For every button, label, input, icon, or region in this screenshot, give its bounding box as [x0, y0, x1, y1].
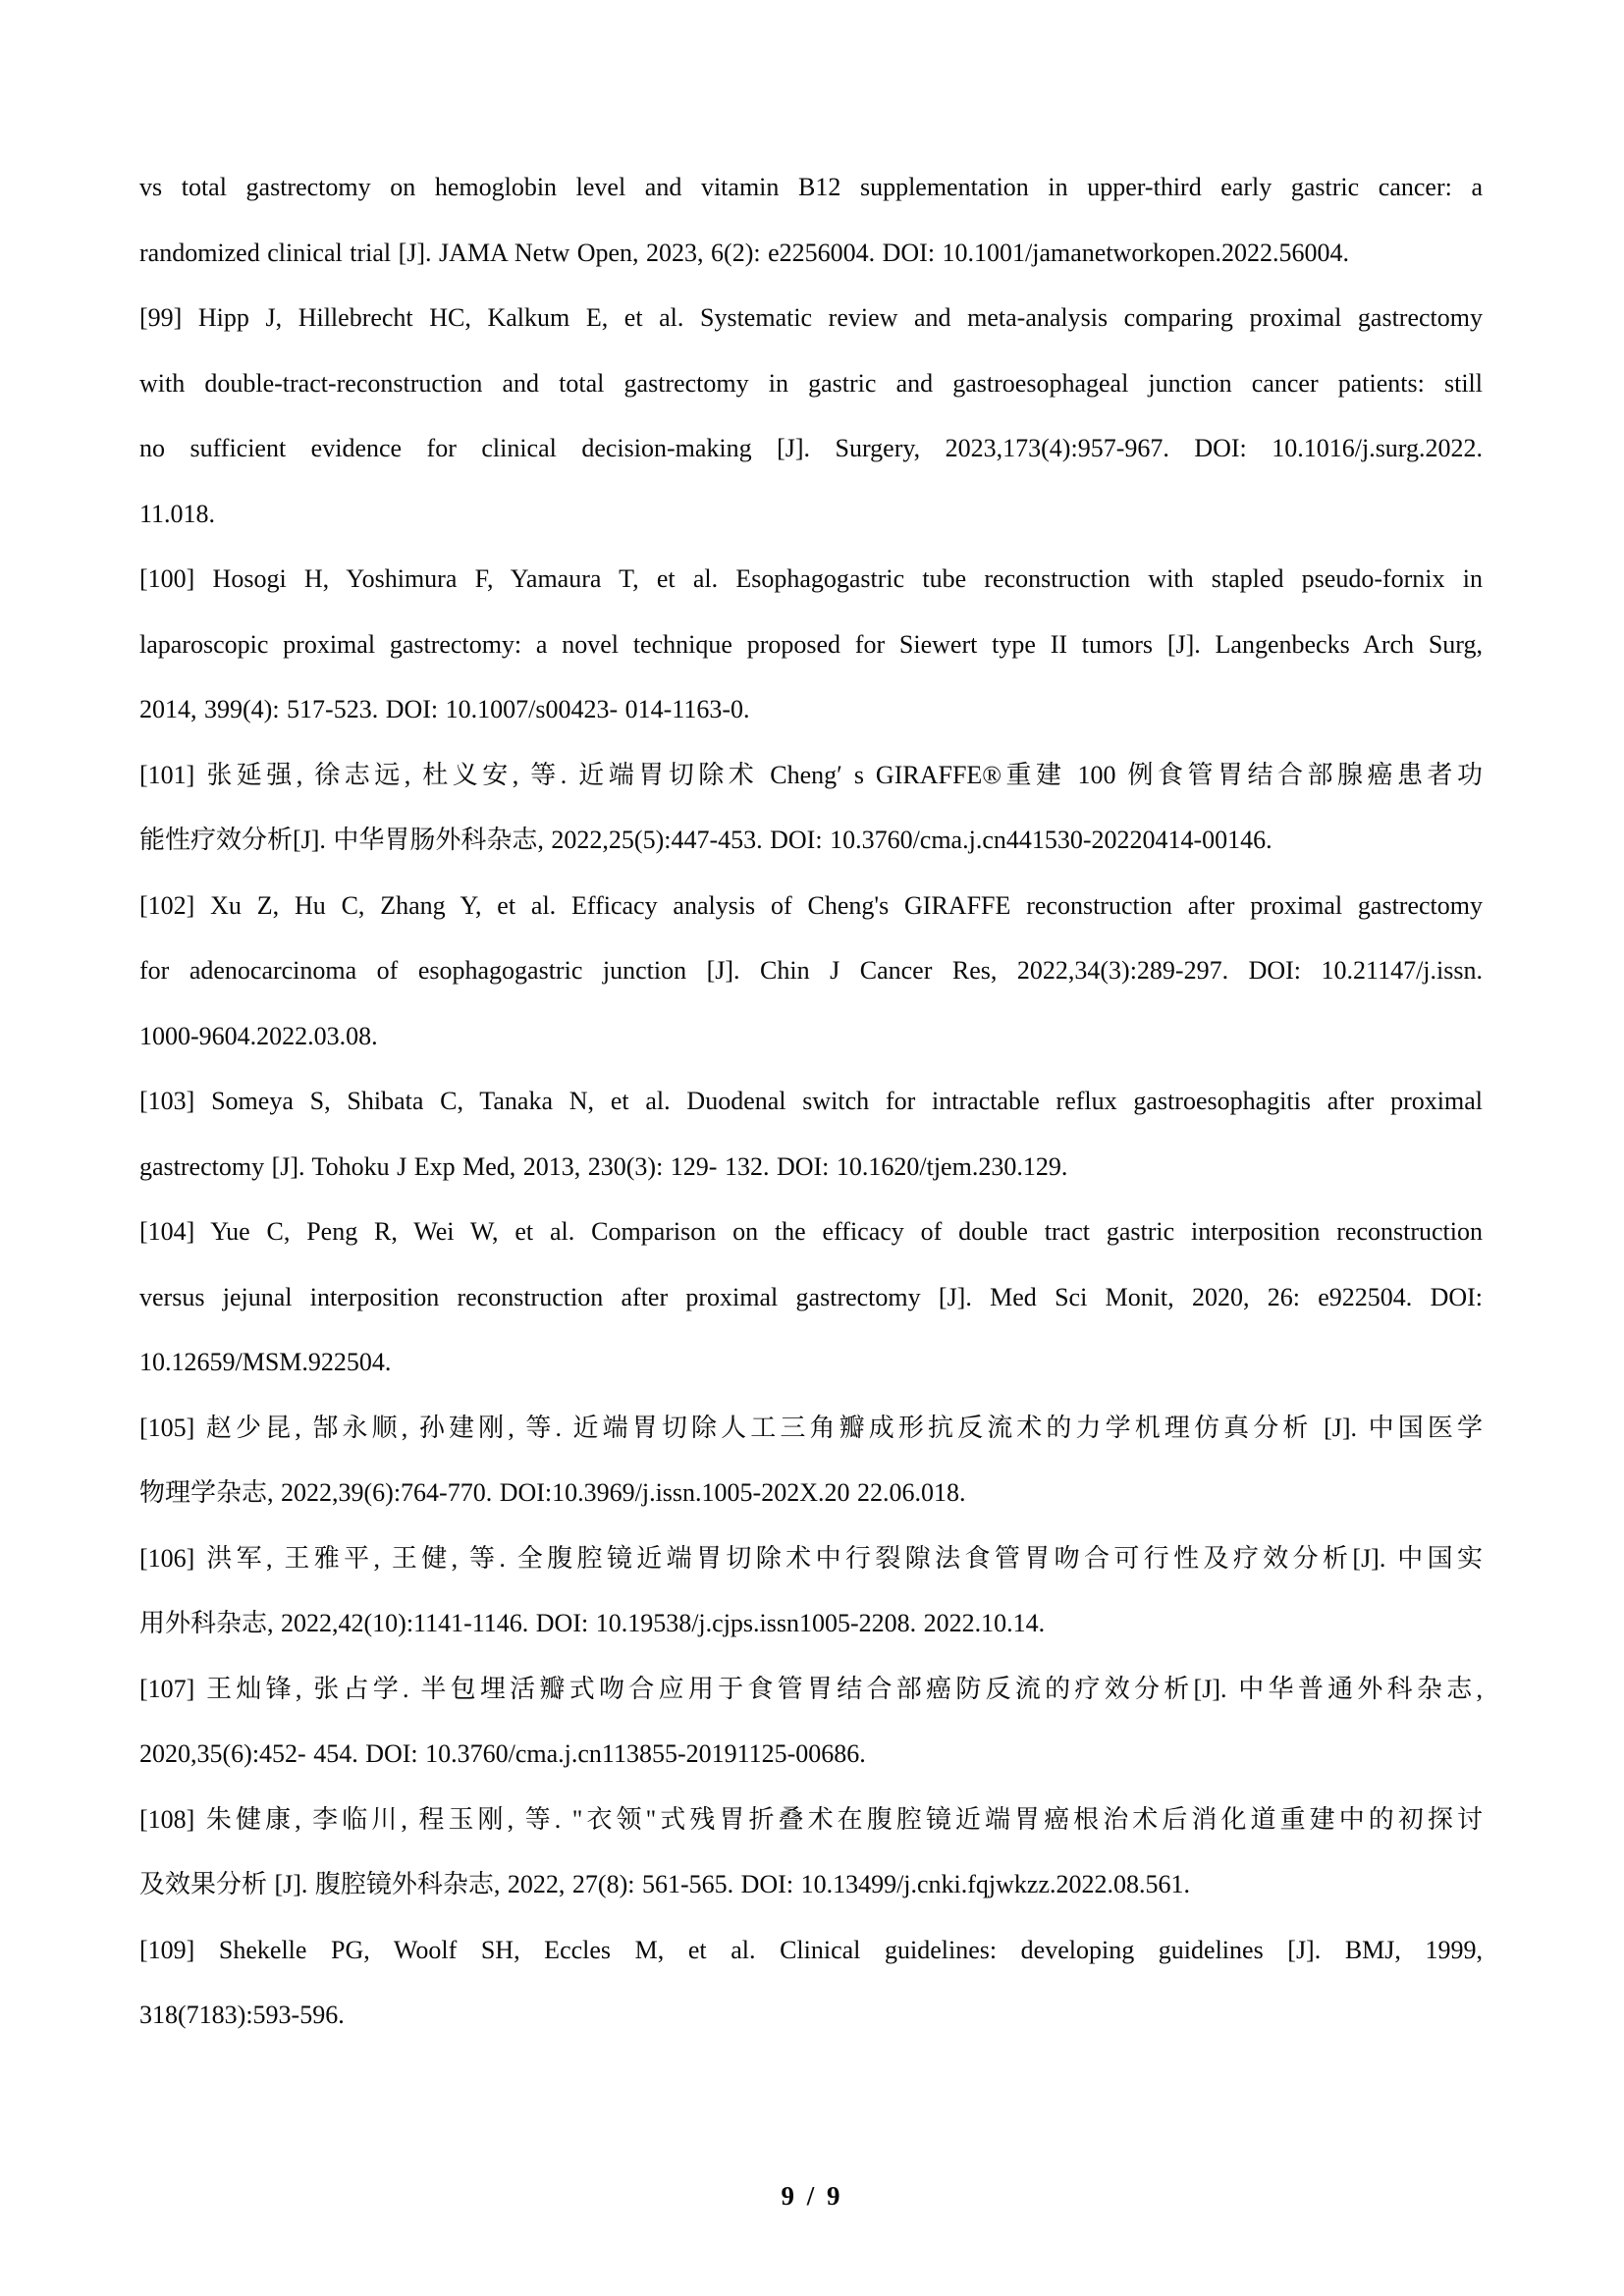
- reference-line: [105] 赵少昆, 郜永顺, 孙建刚, 等. 近端胃切除人工三角瓣成形抗反流术的力学机理仿真分析 [J]. 中国医学: [139, 1413, 1483, 1442]
- reference-line: versus jejunal interposition reconstruction after proximal gastrectomy [J]. Med Sci Monit, 2020, 26: e922504. DOI:: [139, 1282, 1483, 1311]
- reference-line: 2014, 399(4): 517-523. DOI: 10.1007/s00423- 014-1163-0.: [139, 695, 750, 723]
- references-list: [139, 155, 1483, 2049]
- reference-line: 10.12659/MSM.922504.: [139, 1348, 392, 1376]
- reference-line: vs total gastrectomy on hemoglobin level and vitamin B12 supplementation in upper-third early gastric cancer: a: [139, 173, 1483, 201]
- reference-line: [108] 朱健康, 李临川, 程玉刚, 等. "衣领"式残胃折叠术在腹腔镜近端胃癌根治术后消化道重建中的初探讨: [139, 1804, 1483, 1834]
- reference-line: [100] Hosogi H, Yoshimura F, Yamaura T, et al. Esophagogastric tube reconstruction with stapled pseudo-fornix in: [139, 564, 1483, 593]
- reference-line: 用外科杂志, 2022,42(10):1141-1146. DOI: 10.19538/j.cjps.issn1005-2208. 2022.10.14.: [139, 1609, 1046, 1637]
- page-number: 9 / 9: [781, 2181, 843, 2211]
- reference-line: [99] Hipp J, Hillebrecht HC, Kalkum E, et al. Systematic review and meta-analysis comparing proximal gastrectomy: [139, 303, 1483, 332]
- reference-line: gastrectomy [J]. Tohoku J Exp Med, 2013, 230(3): 129- 132. DOI: 10.1620/tjem.230.129.: [139, 1151, 1068, 1181]
- reference-line: [103] Someya S, Shibata C, Tanaka N, et al. Duodenal switch for intractable reflux gastroesophagitis after proximal: [139, 1087, 1483, 1115]
- reference-line: 及效果分析 [J]. 腹腔镜外科杂志, 2022, 27(8): 561-565. DOI: 10.13499/j.cnki.fqjwkzz.2022.08.561.: [139, 1870, 1191, 1898]
- reference-line: [102] Xu Z, Hu C, Zhang Y, et al. Efficacy analysis of Cheng's GIRAFFE reconstruction after proximal gastrectomy: [139, 890, 1483, 920]
- reference-line: with double-tract-reconstruction and total gastrectomy in gastric and gastroesophageal junction cancer patients: still: [139, 368, 1483, 398]
- reference-line: [101] 张延强, 徐志远, 杜义安, 等. 近端胃切除术 Cheng′ s GIRAFFE®重建 100 例食管胃结合部腺癌患者功: [139, 760, 1483, 789]
- reference-line: laparoscopic proximal gastrectomy: a novel technique proposed for Siewert type II tumors [J]. Langenbecks Arch Surg,: [139, 629, 1483, 659]
- reference-line: for adenocarcinoma of esophagogastric junction [J]. Chin J Cancer Res, 2022,34(3):289-297. DOI: 10.21147/j.issn.: [139, 956, 1483, 985]
- reference-line: [106] 洪军, 王雅平, 王健, 等. 全腹腔镜近端胃切除术中行裂隙法食管胃吻合可行性及疗效分析[J]. 中国实: [139, 1543, 1483, 1573]
- reference-line: 318(7183):593-596.: [139, 2001, 345, 2029]
- reference-line: [107] 王灿锋, 张占学. 半包埋活瓣式吻合应用于食管胃结合部癌防反流的疗效分析[J]. 中华普通外科杂志,: [139, 1674, 1483, 1703]
- reference-line: 能性疗效分析[J]. 中华胃肠外科杂志, 2022,25(5):447-453. DOI: 10.3760/cma.j.cn441530-20220414-00146.: [139, 826, 1272, 854]
- reference-line: 2020,35(6):452- 454. DOI: 10.3760/cma.j.cn113855-20191125-00686.: [139, 1739, 866, 1768]
- reference-line: 11.018.: [139, 499, 216, 528]
- reference-line: 1000-9604.2022.03.08.: [139, 1021, 378, 1050]
- reference-line: [109] Shekelle PG, Woolf SH, Eccles M, et al. Clinical guidelines: developing guidelines [J]. BMJ, 1999,: [139, 1935, 1483, 1964]
- reference-line: randomized clinical trial [J]. JAMA Netw Open, 2023, 6(2): e2256004. DOI: 10.1001/jamanetworkopen.2022.56004.: [139, 238, 1350, 267]
- reference-line: no sufficient evidence for clinical decision-making [J]. Surgery, 2023,173(4):957-967. DOI: 10.1016/j.surg.2022.: [139, 434, 1483, 462]
- reference-line: [104] Yue C, Peng R, Wei W, et al. Comparison on the efficacy of double tract gastric interposition reconstruction: [139, 1217, 1483, 1246]
- reference-line: 物理学杂志, 2022,39(6):764-770. DOI:10.3969/j.issn.1005-202X.20 22.06.018.: [139, 1478, 966, 1507]
